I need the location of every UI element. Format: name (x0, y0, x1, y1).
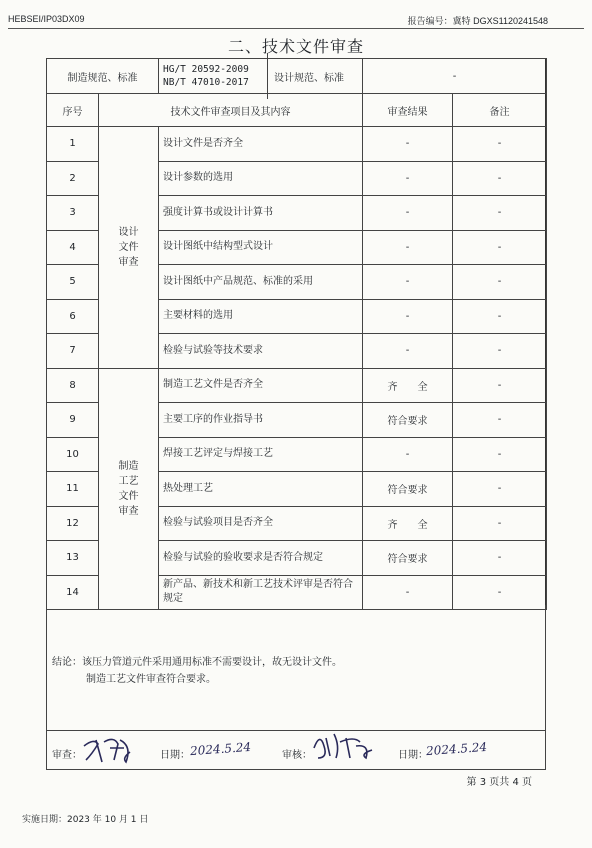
row-remark: - (453, 299, 547, 334)
row-item: 制造工艺文件是否齐全 (159, 368, 363, 403)
conclusion (52, 654, 342, 688)
table-row (47, 127, 547, 162)
checker-date-label: 日期： (398, 750, 428, 761)
row-item: 强度计算书或设计计算书 (159, 196, 363, 231)
row-item: 检验与试验项目是否齐全 (159, 506, 363, 541)
group-process-line: 工艺 (118, 475, 139, 487)
row-remark: - (453, 196, 547, 231)
signature-divider (46, 730, 546, 731)
row-remark: - (453, 472, 547, 507)
row-no: 12 (47, 506, 99, 541)
row-no: 11 (47, 472, 99, 507)
row-result: - (363, 265, 453, 300)
row-remark: - (453, 127, 547, 162)
row-result: - (363, 230, 453, 265)
col-item: 技术文件审查项目及其内容 (99, 94, 363, 127)
col-no: 序号 (47, 94, 99, 127)
row-remark: - (453, 334, 547, 369)
row-item: 检验与试验的验收要求是否符合规定 (159, 541, 363, 576)
reviewer-date-label: 日期： (160, 750, 190, 761)
page-number: 第 3 页共 4 页 (466, 777, 532, 788)
row-no: 7 (47, 334, 99, 369)
implementation-date: 实施日期：2023 年 10 月 1 日 (22, 815, 149, 825)
report-number: 报告编号：冀特 DGXS1120241548 (407, 16, 548, 26)
document-code: HEBSEI/IP03DX09 (8, 14, 85, 24)
row-result: - (363, 299, 453, 334)
conclusion-line-2: 制造工艺文件审查符合要求。 (86, 674, 216, 685)
row-no: 13 (47, 541, 99, 576)
row-result: - (363, 127, 453, 162)
header-divider (8, 28, 584, 29)
conclusion-line-1: 结论：该压力管道元件采用通用标准不需要设计，故无设计文件。 (52, 657, 342, 668)
table-row (47, 368, 547, 403)
group-design (99, 127, 159, 369)
row-item: 新产品、新技术和新工艺技术评审是否符合规定 (159, 575, 363, 610)
group-process-line: 制造 (118, 460, 139, 472)
checker-date: 2024.5.24 (425, 739, 488, 759)
group-process (99, 368, 159, 610)
standards-row (47, 59, 547, 94)
row-no: 10 (47, 437, 99, 472)
row-item: 设计图纸中结构型式设计 (159, 230, 363, 265)
row-remark: - (453, 230, 547, 265)
row-item: 主要材料的选用 (159, 299, 363, 334)
row-no: 14 (47, 575, 99, 610)
row-item: 检验与试验等技术要求 (159, 334, 363, 369)
group-process-line: 文件 (118, 490, 139, 502)
row-no: 4 (47, 230, 99, 265)
row-no: 3 (47, 196, 99, 231)
row-item: 主要工序的作业指导书 (159, 403, 363, 438)
row-remark: - (453, 161, 547, 196)
row-result: 符合要求 (363, 403, 453, 438)
row-result: 符合要求 (363, 541, 453, 576)
row-item: 焊接工艺评定与焊接工艺 (159, 437, 363, 472)
row-no: 6 (47, 299, 99, 334)
reviewer-label: 审查： (52, 750, 82, 761)
row-no: 2 (47, 161, 99, 196)
row-result: - (363, 437, 453, 472)
review-table (46, 58, 547, 610)
row-no: 5 (47, 265, 99, 300)
reviewer-date: 2024.5.24 (189, 739, 252, 759)
row-result: - (363, 161, 453, 196)
reviewer-signature (80, 732, 138, 766)
group-design-line: 文件 (118, 241, 139, 253)
mfg-standard-2: NB/T 47010-2017 (163, 77, 249, 88)
row-result: 符合要求 (363, 472, 453, 507)
row-remark: - (453, 575, 547, 610)
row-remark: - (453, 265, 547, 300)
row-remark: - (453, 403, 547, 438)
mfg-standard-value (159, 59, 363, 94)
mfg-standard-label: 制造规范、标准 (47, 59, 159, 94)
row-result: - (363, 196, 453, 231)
row-item: 热处理工艺 (159, 472, 363, 507)
row-result: 齐 全 (363, 506, 453, 541)
group-design-line: 审查 (118, 256, 139, 268)
row-remark: - (453, 506, 547, 541)
row-item: 设计参数的选用 (159, 161, 363, 196)
checker-signature (310, 728, 376, 764)
row-no: 8 (47, 368, 99, 403)
design-standard-value: - (363, 59, 547, 94)
group-process-line: 审查 (118, 505, 139, 517)
design-standard-label: 设计规范、标准 (267, 53, 344, 99)
row-item: 设计图纸中产品规范、标准的采用 (159, 265, 363, 300)
row-remark: - (453, 541, 547, 576)
row-no: 9 (47, 403, 99, 438)
row-no: 1 (47, 127, 99, 162)
col-remark: 备注 (453, 94, 547, 127)
mfg-standard-1: HG/T 20592-2009 (163, 64, 249, 75)
group-design-line: 设计 (118, 226, 139, 238)
row-remark: - (453, 368, 547, 403)
row-result: - (363, 575, 453, 610)
row-result: - (363, 334, 453, 369)
col-result: 审查结果 (363, 94, 453, 127)
page-title: 二、技术文件审查 (227, 37, 364, 56)
row-result: 齐 全 (363, 368, 453, 403)
checker-label: 审核： (282, 750, 312, 761)
row-remark: - (453, 437, 547, 472)
row-item: 设计文件是否齐全 (159, 127, 363, 162)
